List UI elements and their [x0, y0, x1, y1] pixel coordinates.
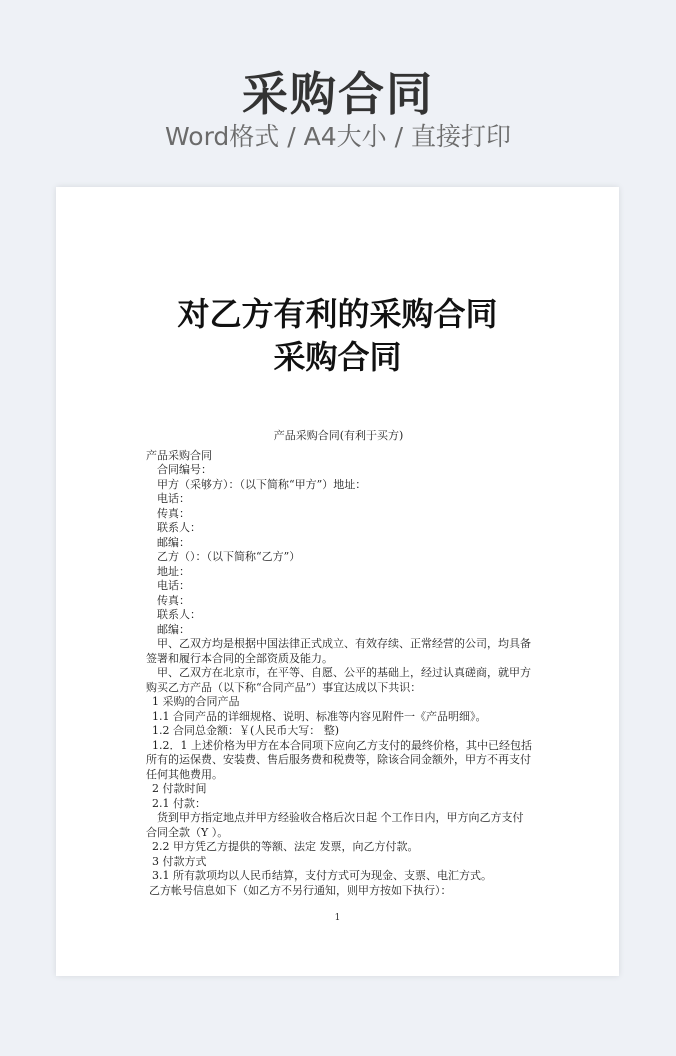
page-number: 1 — [334, 913, 341, 923]
banner-title: 采购合同 — [242, 67, 434, 121]
body-line: 签署和履行本合同的全部资质及能力。 — [146, 651, 333, 665]
document-title: 对乙方有利的采购合同 — [177, 295, 498, 333]
body-line: 货到甲方指定地点并甲方经验收合格后次日起 个工作日内，甲方向乙方支付 — [157, 811, 524, 824]
body-line: 电话： — [157, 492, 190, 505]
body-line: 电话： — [157, 579, 190, 592]
body-line: 乙方帐号信息如下（如乙方不另行通知，则甲方按如下执行）： — [149, 883, 452, 897]
body-line: 1.2．1 上述价格为甲方在本合同项下应向乙方支付的最终价格，其中已经包括 — [152, 738, 532, 752]
body-line: 3.1 所有款项均以人民币结算，支付方式可为现金、支票、电汇方式。 — [152, 869, 492, 882]
body-line: 合同全款（Y ）。 — [146, 825, 229, 839]
section-heading: 3 付款方式 — [152, 854, 207, 868]
body-line: 联系人： — [157, 521, 201, 534]
document-subtitle: 采购合同 — [273, 338, 402, 376]
banner-subtitle: Word格式 / A4大小 / 直接打印 — [165, 122, 511, 151]
body-line: 邮编： — [157, 535, 190, 549]
section-heading: 1 采购的合同产品 — [152, 695, 240, 708]
body-line: 甲、乙双方在北京市，在平等、自愿、公平的基础上，经过认真磋商，就甲方 — [157, 666, 531, 679]
body-line: 邮编： — [157, 622, 190, 636]
body-line: 任何其他费用。 — [146, 767, 223, 781]
body-line: 甲、乙双方均是根据中国法律正式成立、有效存续、正常经营的公司，均具备 — [157, 637, 531, 650]
body-line: 地址： — [157, 564, 190, 578]
body-line: 合同编号： — [157, 463, 212, 476]
body-line: 2.2 甲方凭乙方提供的等额、法定 发票，向乙方付款。 — [152, 840, 419, 853]
body-line: 乙方（）：（以下简称“乙方”） — [157, 550, 301, 563]
body-line: 联系人： — [157, 608, 201, 621]
document-body — [146, 429, 531, 898]
body-line: 传真： — [157, 593, 190, 607]
section-heading: 2 付款时间 — [152, 782, 207, 795]
contract-heading: 产品采购合同(有利于买方) — [273, 429, 404, 442]
body-line: 2.1 付款： — [152, 796, 206, 810]
document-page — [56, 187, 619, 976]
body-line: 产品采购合同 — [146, 448, 212, 462]
body-line: 1.2 合同总金额：￥(人民币大写： 整) — [152, 724, 340, 737]
body-line: 1.1 合同产品的详细规格、说明、标准等内容见附件一《产品明细》。 — [152, 709, 487, 723]
body-line: 所有的运保费、安装费、售后服务费和税费等，除该合同金额外，甲方不再支付 — [146, 753, 531, 766]
body-line: 购买乙方产品（以下称“合同产品”）事宜达成以下共识： — [146, 680, 422, 694]
body-line: 传真： — [157, 506, 190, 520]
body-line: 甲方（采够方）：（以下简称“甲方”）地址： — [157, 477, 367, 491]
